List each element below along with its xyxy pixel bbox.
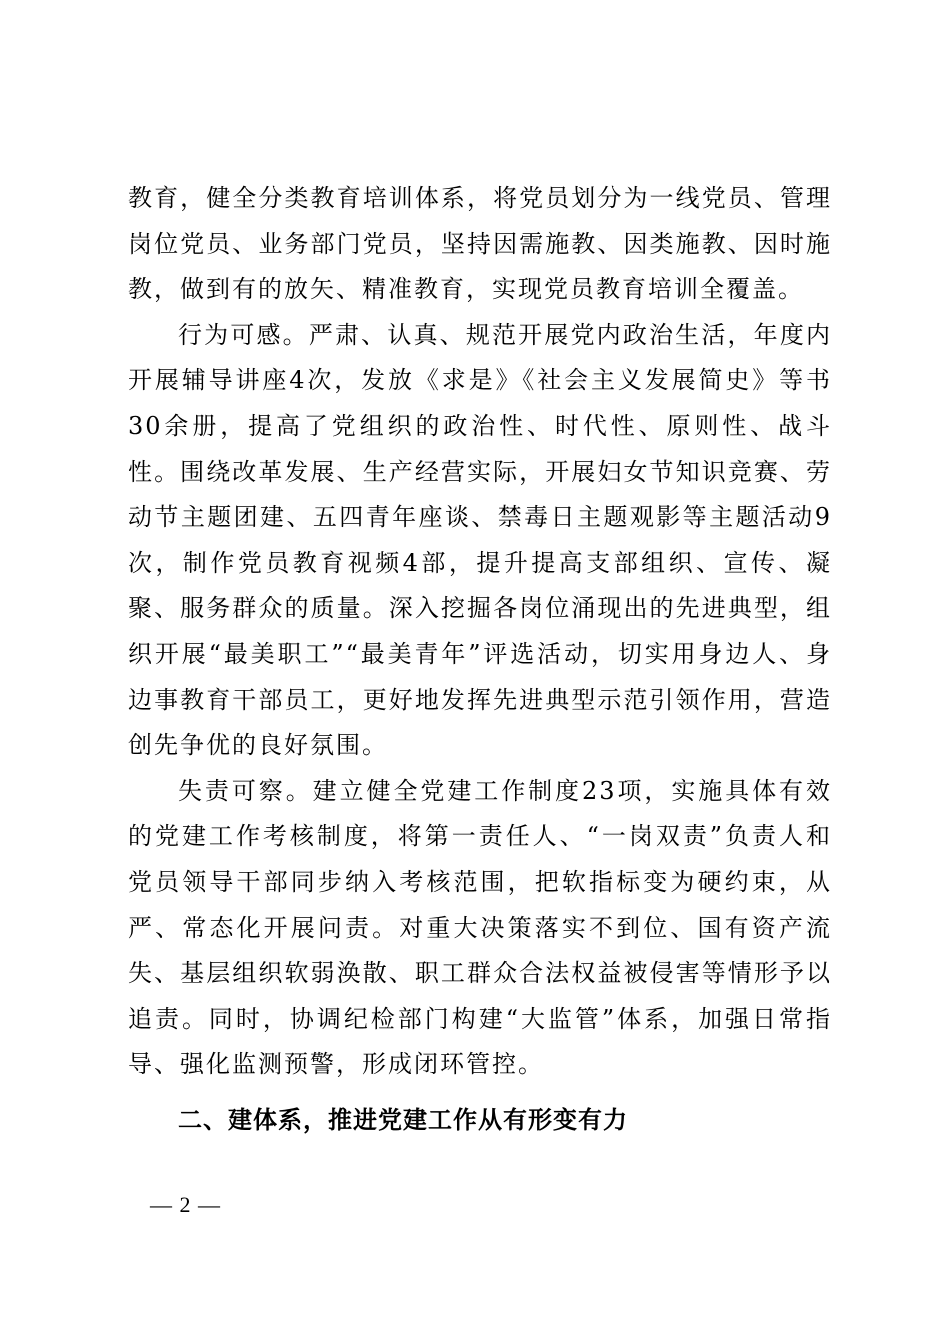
paragraph-accountability: 失责可察。建立健全党建工作制度23项，实施具体有效的党建工作考核制度，将第一责任人、“一岗双责”负责人和党员领导干部同步纳入考核范围，把软指标变为硬约束，从严、常态化开展问责。对重大决策落实不到位、国有资产流失、基层组织软弱涣散、职工群众合法权益被侵害等情形予以追责。同时，协调纪检部门构建“大监管”体系，加强日常指导、强化监测预警，形成闭环管控。 [128,776,832,1079]
page-number: — 2 — [150,1192,221,1217]
paragraph-continued: 教育，健全分类教育培训体系，将党员划分为一线党员、管理岗位党员、业务部门党员，坚持因需施教、因类施教、因时施教，做到有的放矢、精准教育，实现党员教育培训全覆盖。 [128,184,832,304]
paragraph-behavior: 行为可感。严肃、认真、规范开展党内政治生活，年度内开展辅导讲座4次，发放《求是》《社会主义发展简史》等书30余册，提高了党组织的政治性、时代性、原则性、战斗性。围绕改革发展、生产经营实际，开展妇女节知识竞赛、劳动节主题团建、五四青年座谈、禁毒日主题观影等主题活动9次，制作党员教育视频4部，提升提高支部组织、宣传、凝聚、服务群众的质量。深入挖掘各岗位涌现出的先进典型，组织开展“最美职工”“最美青年”评选活动，切实用身边人、身边事教育干部员工，更好地发挥先进典型示范引领作用，营造创先争优的良好氛围。 [128,320,832,760]
section-heading: 二、建体系，推进党建工作从有形变有力 [178,1105,628,1134]
document-body [128,176,832,1143]
